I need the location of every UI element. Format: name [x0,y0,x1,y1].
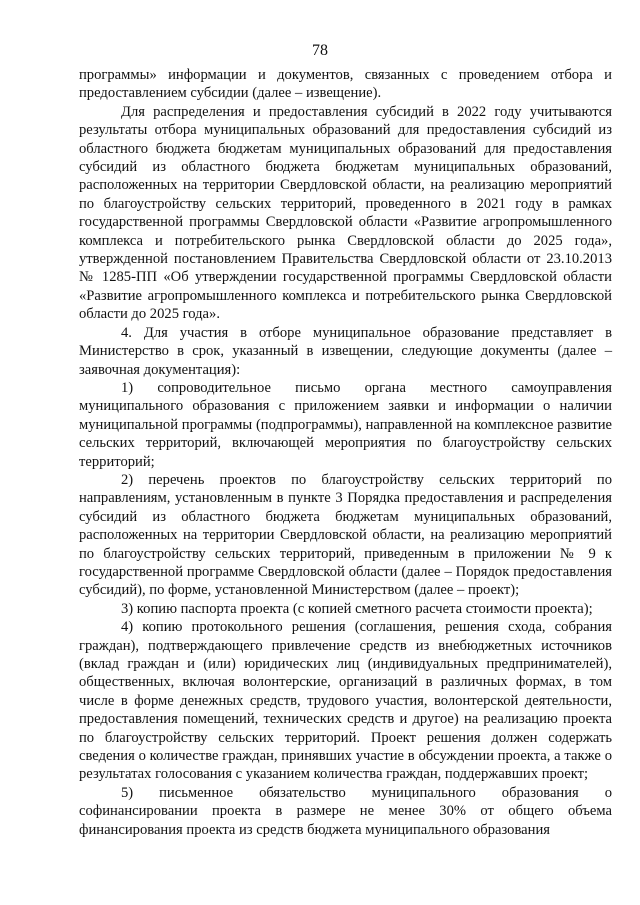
paragraph-item-4: 4. Для участия в отборе муниципальное образование представляет в Министерство в срок, указанный в извещении, следующие документы (далее – заявочная документация): [79,324,612,378]
paragraph-subitem-2: 2) перечень проектов по благоустройству сельских территорий по направлениям, установленным в пункте 3 Порядка предоставления и распределения субсидий из областного бюджета бюджетам муниципальных образований, расположенных на территории Свердловской области, на реализацию мероприятий по благоустройству сельских территорий, приведенным в приложении № 9 к государственной программе Свердловской области (далее – Порядок предоставления субсидий), по форме, установленной Министерством (далее – проект); [79,471,612,599]
paragraph-continuation: программы» информации и документов, связанных с проведением отбора и предоставлением субсидии (далее – извещение). [79,67,612,102]
paragraph-distribution-2022: Для распределения и предоставления субсидий в 2022 году учитываются результаты отбора муниципальных образований для предоставления субсидий из областного бюджета бюджетам муниципальных образований для предоставления субсидий из областного бюджета бюджетам муниципальных образований, расположенных на территории Свердловской области, на реализацию мероприятий по благоустройству сельских территорий, проведенного в 2021 году в рамках государственной программы Свердловской области «Развитие агропромышленного комплекса и потребительского рынка Свердловской области до 2025 года», утвержденной постановлением Правительства Свердловской области от 23.10.2013 № 1285-ПП «Об утверждении государственной программы Свердловской области «Развитие агропромышленного комплекса и потребительского рынка Свердловской области до 2025 года». [79,103,612,323]
paragraph-subitem-1: 1) сопроводительное письмо органа местного самоуправления муниципального образования с приложением заявки и информации о наличии муниципальной программы (подпрограммы), направленной на комплексное развитие сельских территорий, включающей мероприятия по благоустройству сельских территорий; [79,379,612,470]
document-body [79,66,612,839]
paragraph-subitem-5: 5) письменное обязательство муниципального образования о софинансировании проекта в размере не менее 30% от общего объема финансирования проекта из средств бюджета муниципального образования [79,784,612,838]
paragraph-subitem-4: 4) копию протокольного решения (соглашения, решения схода, собрания граждан), подтверждающего привлечение средств из внебюджетных источников (вклад граждан и (или) юридических лиц (индивидуальных предпринимателей), общественных, включая волонтерские, организаций в различных формах, в том числе в форме денежных средств, трудового участия, волонтерской деятельности, предоставления помещений, технических средств и другое) на реализацию проекта по благоустройству сельских территорий. Проект решения должен содержать сведения о количестве граждан, принявших участие в обсуждении проекта, а также о результатах голосования с указанием количества граждан, поддержавших проект; [79,619,612,783]
page-number: 78 [312,42,328,59]
paragraph-subitem-3: 3) копию паспорта проекта (с копией сметного расчета стоимости проекта); [121,600,593,617]
